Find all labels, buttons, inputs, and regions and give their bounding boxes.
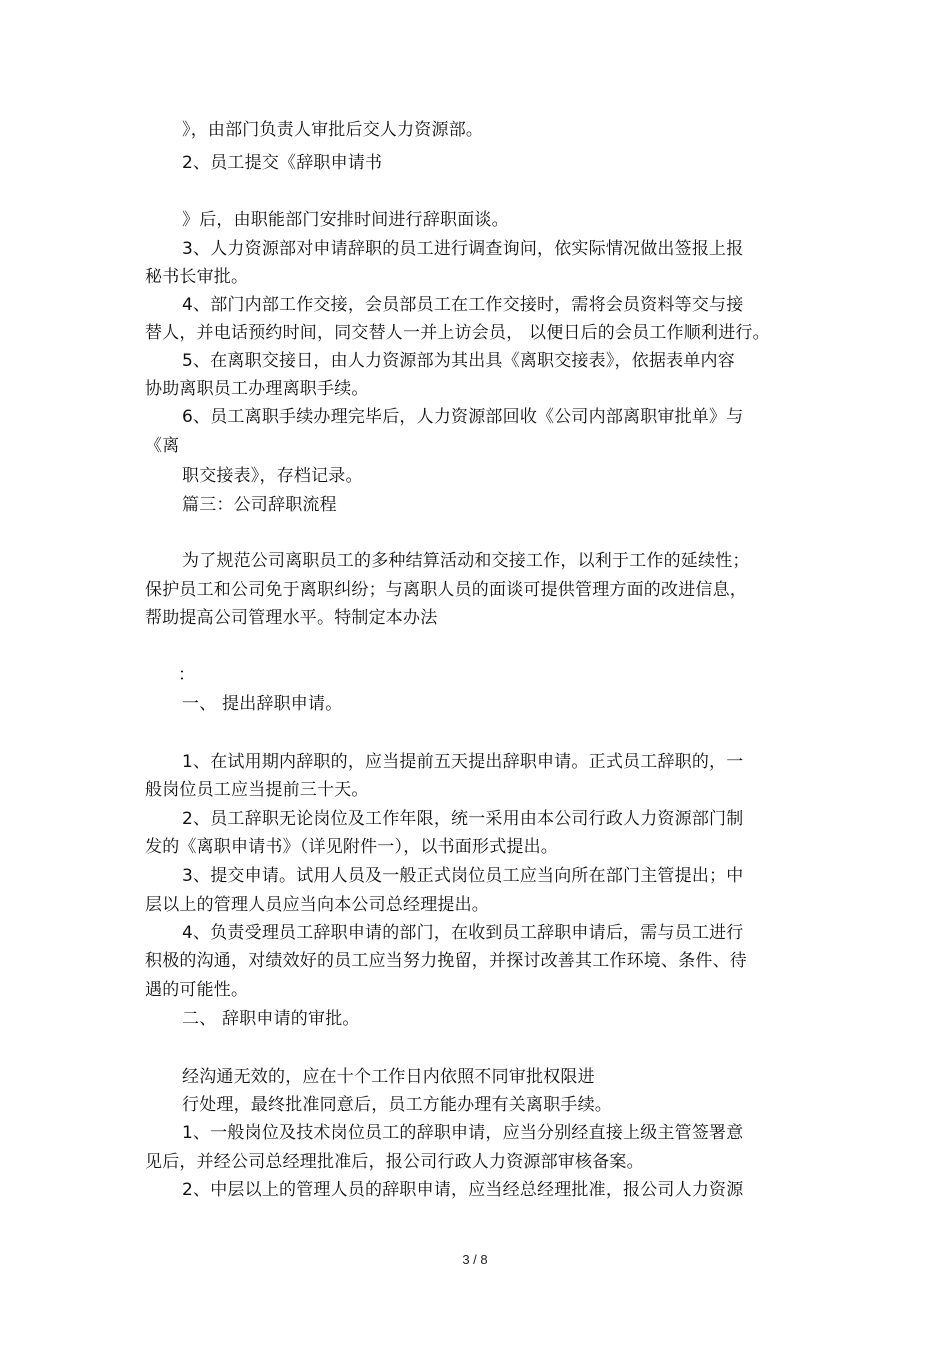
text-line: 为了规范公司离职员工的多种结算活动和交接工作，以利于工作的延续性； [182,551,750,571]
text-line: 协助离职员工办理离职手续。 [145,379,369,399]
page-number: 3 / 8 [462,1252,488,1267]
text-line: 4、负责受理员工辞职申请的部门，在收到员工辞职申请后，需与员工进行 [182,923,744,943]
text-line: 4、部门内部工作交接，会员部员工在工作交接时，需将会员资料等交与接 [182,295,744,315]
text-line: 5、在离职交接日，由人力资源部为其出具《离职交接表》，依据表单内容 [182,351,735,371]
text-line: 》后，由职能部门安排时间进行辞职面谈。 [182,210,509,230]
section-heading: 一、 提出辞职申请。 [182,694,343,714]
text-line: 秘书长审批。 [145,267,249,287]
text-line: 般岗位员工应当提前三十天。 [145,780,369,800]
text-line: 1、在试用期内辞职的，应当提前五天提出辞职申请。正式员工辞职的，一 [182,752,744,772]
text-line: 2、中层以上的管理人员的辞职申请，应当经总经理批准，报公司人力资源 [182,1180,744,1200]
text-line: 积极的沟通，对绩效好的员工应当努力挽留，并探讨改善其工作环境、条件、待 [145,951,747,971]
text-line: 2、员工辞职无论岗位及工作年限，统一采用由本公司行政人力资源部门制 [182,809,744,829]
text-line: 2、员工提交《辞职申请书 [182,153,383,173]
text-line: 见后，并经公司总经理批准后，报公司行政人力资源部审核备案。 [145,1152,644,1172]
text-line: 《离 [145,436,180,456]
text-line: 帮助提高公司管理水平。特制定本办法 [145,608,438,628]
text-line: 遇的可能性。 [145,980,249,1000]
text-line: 行处理，最终批准同意后，员工方能办理有关离职手续。 [182,1095,612,1115]
text-line: 经沟通无效的，应在十个工作日内依照不同审批权限进 [182,1067,595,1087]
text-line: 》，由部门负责人审批后交人力资源部。 [182,120,484,140]
section-heading: 二、 辞职申请的审批。 [182,1009,360,1029]
text-line: 替人，并电话预约时间，同交替人一并上访会员， 以便日后的会员工作顺利进行。 [145,323,770,343]
text-line: 保护员工和公司免于离职纠纷；与离职人员的面谈可提供管理方面的改进信息， [145,580,747,600]
text-line: 3、提交申请。试用人员及一般正式岗位员工应当向所在部门主管提出；中 [182,866,744,886]
text-line: 发的《离职申请书》（详见附件一），以书面形式提出。 [145,837,558,857]
text-line: ： [178,665,196,685]
text-line: 3、人力资源部对申请辞职的员工进行调查询问，依实际情况做出签报上报 [182,239,744,259]
text-line: 职交接表》，存档记录。 [182,466,363,486]
section-heading: 篇三：公司辞职流程 [182,495,337,515]
text-line: 6、员工离职手续办理完毕后，人力资源部回收《公司内部离职审批单》与 [182,407,744,427]
text-line: 层以上的管理人员应当向本公司总经理提出。 [145,895,489,915]
text-line: 1、一般岗位及技术岗位员工的辞职申请，应当分别经直接上级主管签署意 [182,1123,744,1143]
